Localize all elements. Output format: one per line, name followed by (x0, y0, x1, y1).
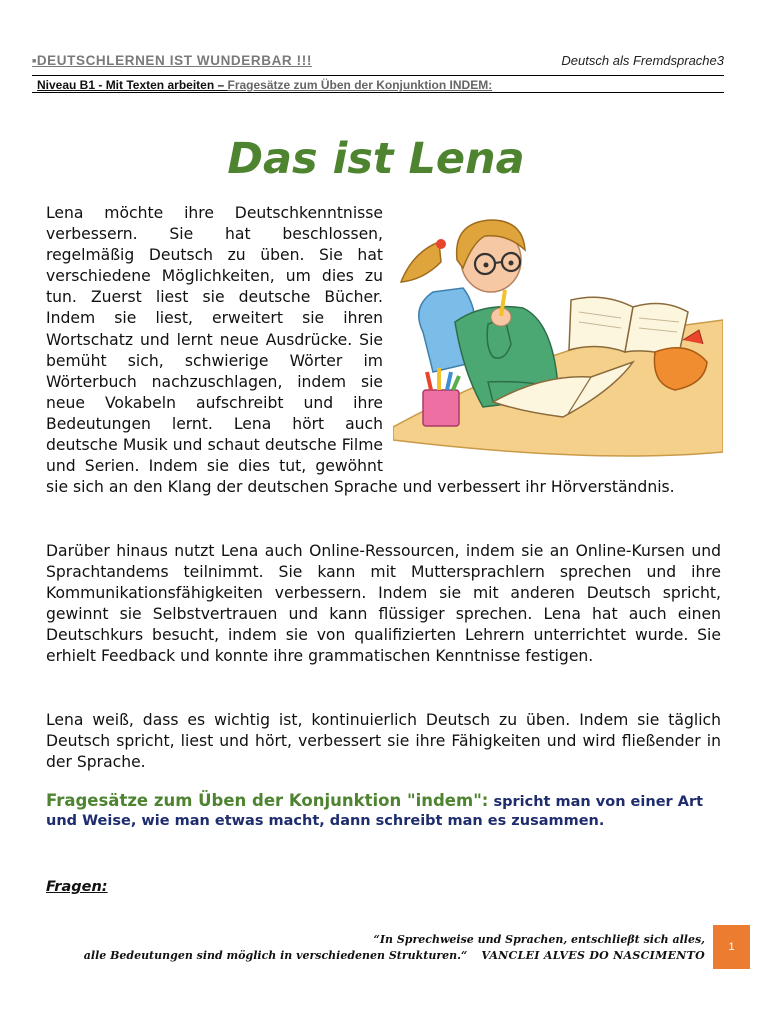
fragesaetze-description: spricht man von einer Art und Weise, wie man etwas macht, dann schreibt man es zusammen. (46, 794, 704, 829)
subheader-topic: Fragesätze zum Üben der Konjunktion INDEM: (227, 78, 493, 92)
fragesaetze-section (46, 792, 706, 830)
page-number: 1 (728, 941, 735, 953)
header-title-text: DEUTSCHLERNEN IST WUNDERBAR !!! (36, 53, 312, 68)
quote-line-2 (84, 948, 705, 964)
paragraph-3: Lena weiß, dass es wichtig ist, kontinuierlich Deutsch zu üben. Indem sie täglich Deutsch spricht, liest und hört, verbessert sie ihre Fähigkeiten und wird fließender in der Sprache. (46, 711, 721, 772)
paragraph-2: Darüber hinaus nutzt Lena auch Online-Ressourcen, indem sie an Online-Kursen und Sprachtandems teilnimmt. Sie kann mit Muttersprachlern sprechen und ihre Kommunikationsfähigkeiten verbessern. Indem sie mit anderen Deutsch spricht, gewinnt sie Selbstvertrauen und kann flüssiger sprechen. Lena hat auch einen Deutschkurs besucht, indem sie von qualifizierten Lehrern unterrichtet wurde. Sie erhielt Feedback und konnte ihre grammatischen Kenntnisse festigen. (46, 542, 721, 666)
bullet-mark-icon: ■ (32, 57, 37, 65)
header-title (32, 53, 312, 68)
quote-line-2-text: alle Bedeutungen sind möglich in verschiedenen Strukturen.“ (83, 949, 468, 962)
paragraph-1 (46, 203, 721, 498)
subheader-level: Niveau B1 - Mit Texten arbeiten – (37, 78, 228, 92)
quote-line-1: “In Sprechweise und Sprachen, entschlieβt sich alles, (373, 933, 705, 946)
subheader (32, 75, 724, 93)
fragesaetze-heading: Fragesätze zum Üben der Konjunktion "indem": (46, 791, 489, 810)
footer-quote (84, 932, 705, 964)
header-right-text: Deutsch als Fremdsprache3 (561, 53, 724, 68)
page-number-badge (713, 925, 750, 969)
quote-author: VANCLEI ALVES DO NASCIMENTO (481, 949, 705, 962)
page-title: Das ist Lena (227, 134, 525, 184)
paragraph-1-text: Lena möchte ihre Deutschkenntnisse verbessern. Sie hat beschlossen, regelmäßig Deutsch zu üben. Sie hat verschiedene Möglichkeiten, um dies zu tun. Zuerst liest sie deutsche Bücher. Indem sie liest, erweitert sie ihren Wortschatz und lernt neue Ausdrücke. Sie bemüht sich, schwierige Wörter im Wörterbuch nachzuschlagen, indem sie neue Vokabeln aufschreibt und ihre Bedeutungen lernt. Lena hört auch deutsche Musik und schaut deutsche Filme und Serien. Indem sie dies tut, gewöhnt sie sich an den Klang der deutschen Sprache und verbessert ihr Hörverständnis. (46, 204, 675, 497)
fragen-label: Fragen: (46, 879, 108, 895)
illustration-space (383, 203, 721, 468)
